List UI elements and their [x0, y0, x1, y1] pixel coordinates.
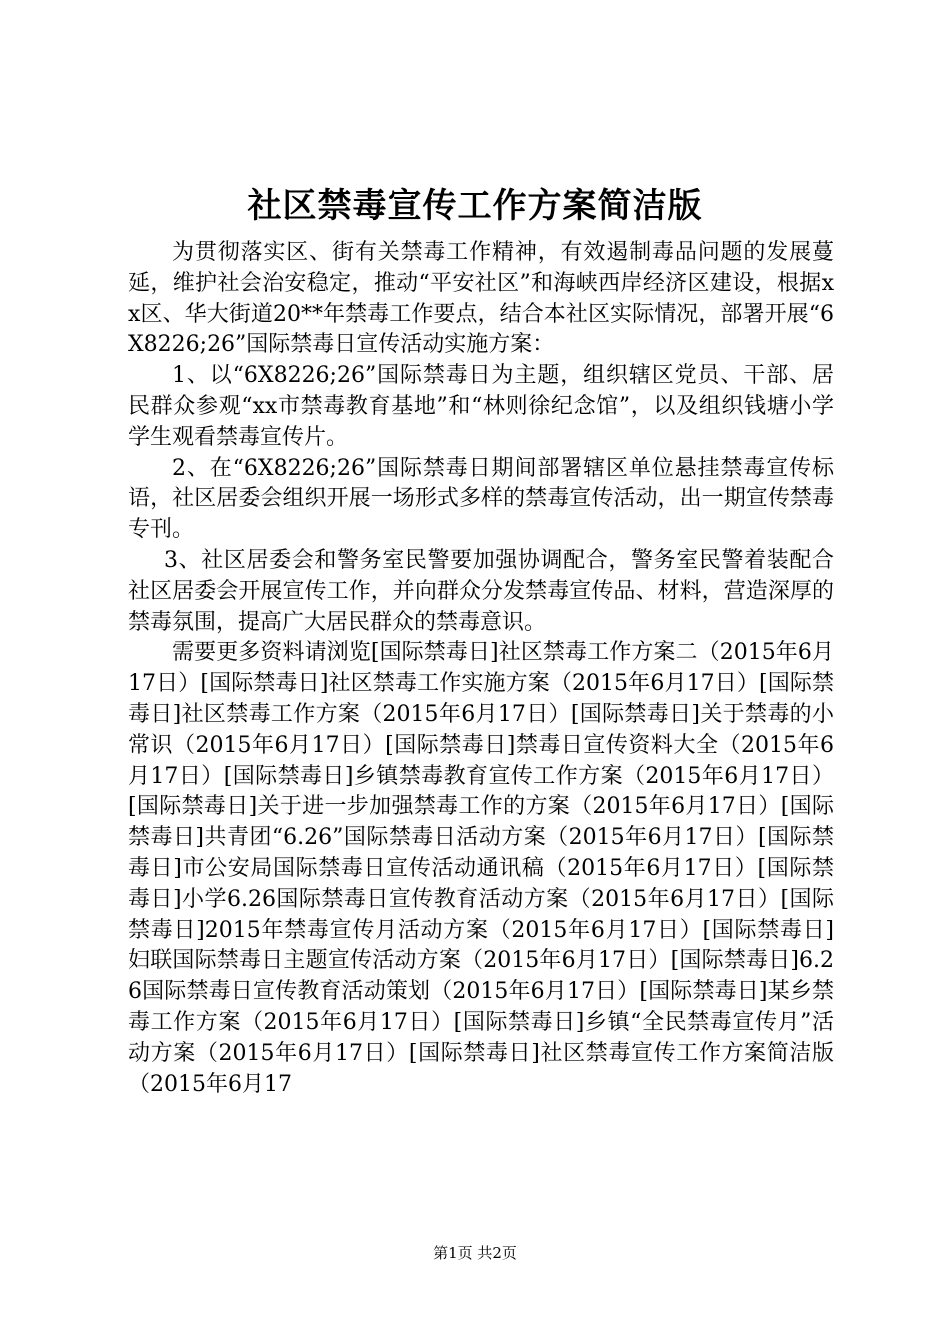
page-footer: 第1页 共2页 — [433, 1244, 517, 1262]
item-paragraph-1: 1、以“6X8226;26”国际禁毒日为主题，组织辖区党员、干部、居民群众参观“xx市禁毒教育基地”和“林则徐纪念馆”，以及组织钱塘小学学生观看禁毒宣传片。 — [128, 363, 834, 450]
document-title: 社区禁毒宣传工作方案简洁版 — [247, 186, 703, 226]
document-body — [128, 238, 834, 1100]
item-paragraph-3: 3、社区居委会和警务室民警要加强协调配合，警务室民警着装配合社区居委会开展宣传工作，并向群众分发禁毒宣传品、材料，营造深厚的禁毒氛围，提高广大居民群众的禁毒意识。 — [128, 547, 834, 635]
related-links-paragraph: 需要更多资料请浏览[国际禁毒日]社区禁毒工作方案二（2015年6月17日）[国际禁毒日]社区禁毒工作实施方案（2015年6月17日）[国际禁毒日]社区禁毒工作方案（2015年6月17日）[国际禁毒日]关于禁毒的小常识（2015年6月17日）[国际禁毒日]禁毒日宣传资料大全（2015年6月17日）[国际禁毒日]乡镇禁毒教育宣传工作方案（2015年6月17日）[国际禁毒日]关于进一步加强禁毒工作的方案（2015年6月17日）[国际禁毒日]共青团“6.26”国际禁毒日活动方案（2015年6月17日）[国际禁毒日]市公安局国际禁毒日宣传活动通讯稿（2015年6月17日）[国际禁毒日]小学6.26国际禁毒日宣传教育活动方案（2015年6月17日）[国际禁毒日]2015年禁毒宣传月活动方案（2015年6月17日）[国际禁毒日]妇联国际禁毒日主题宣传活动方案（2015年6月17日）[国际禁毒日]6.26国际禁毒日宣传教育活动策划（2015年6月17日）[国际禁毒日]某乡禁毒工作方案（2015年6月17日）[国际禁毒日]乡镇“全民禁毒宣传月”活动方案（2015年6月17日）[国际禁毒日]社区禁毒宣传工作方案简洁版（2015年6月17 — [128, 640, 834, 1097]
item-paragraph-2: 2、在“6X8226;26”国际禁毒日期间部署辖区单位悬挂禁毒宣传标语，社区居委会组织开展一场形式多样的禁毒宣传活动，出一期宣传禁毒专刊。 — [128, 455, 834, 543]
intro-paragraph: 为贯彻落实区、街有关禁毒工作精神，有效遏制毒品问题的发展蔓延，维护社会治安稳定，推动“平安社区”和海峡西岸经济区建设，根据xx区、华大街道20**年禁毒工作要点，结合本社区实际情况，部署开展“6X8226;26”国际禁毒日宣传活动实施方案： — [128, 240, 834, 358]
